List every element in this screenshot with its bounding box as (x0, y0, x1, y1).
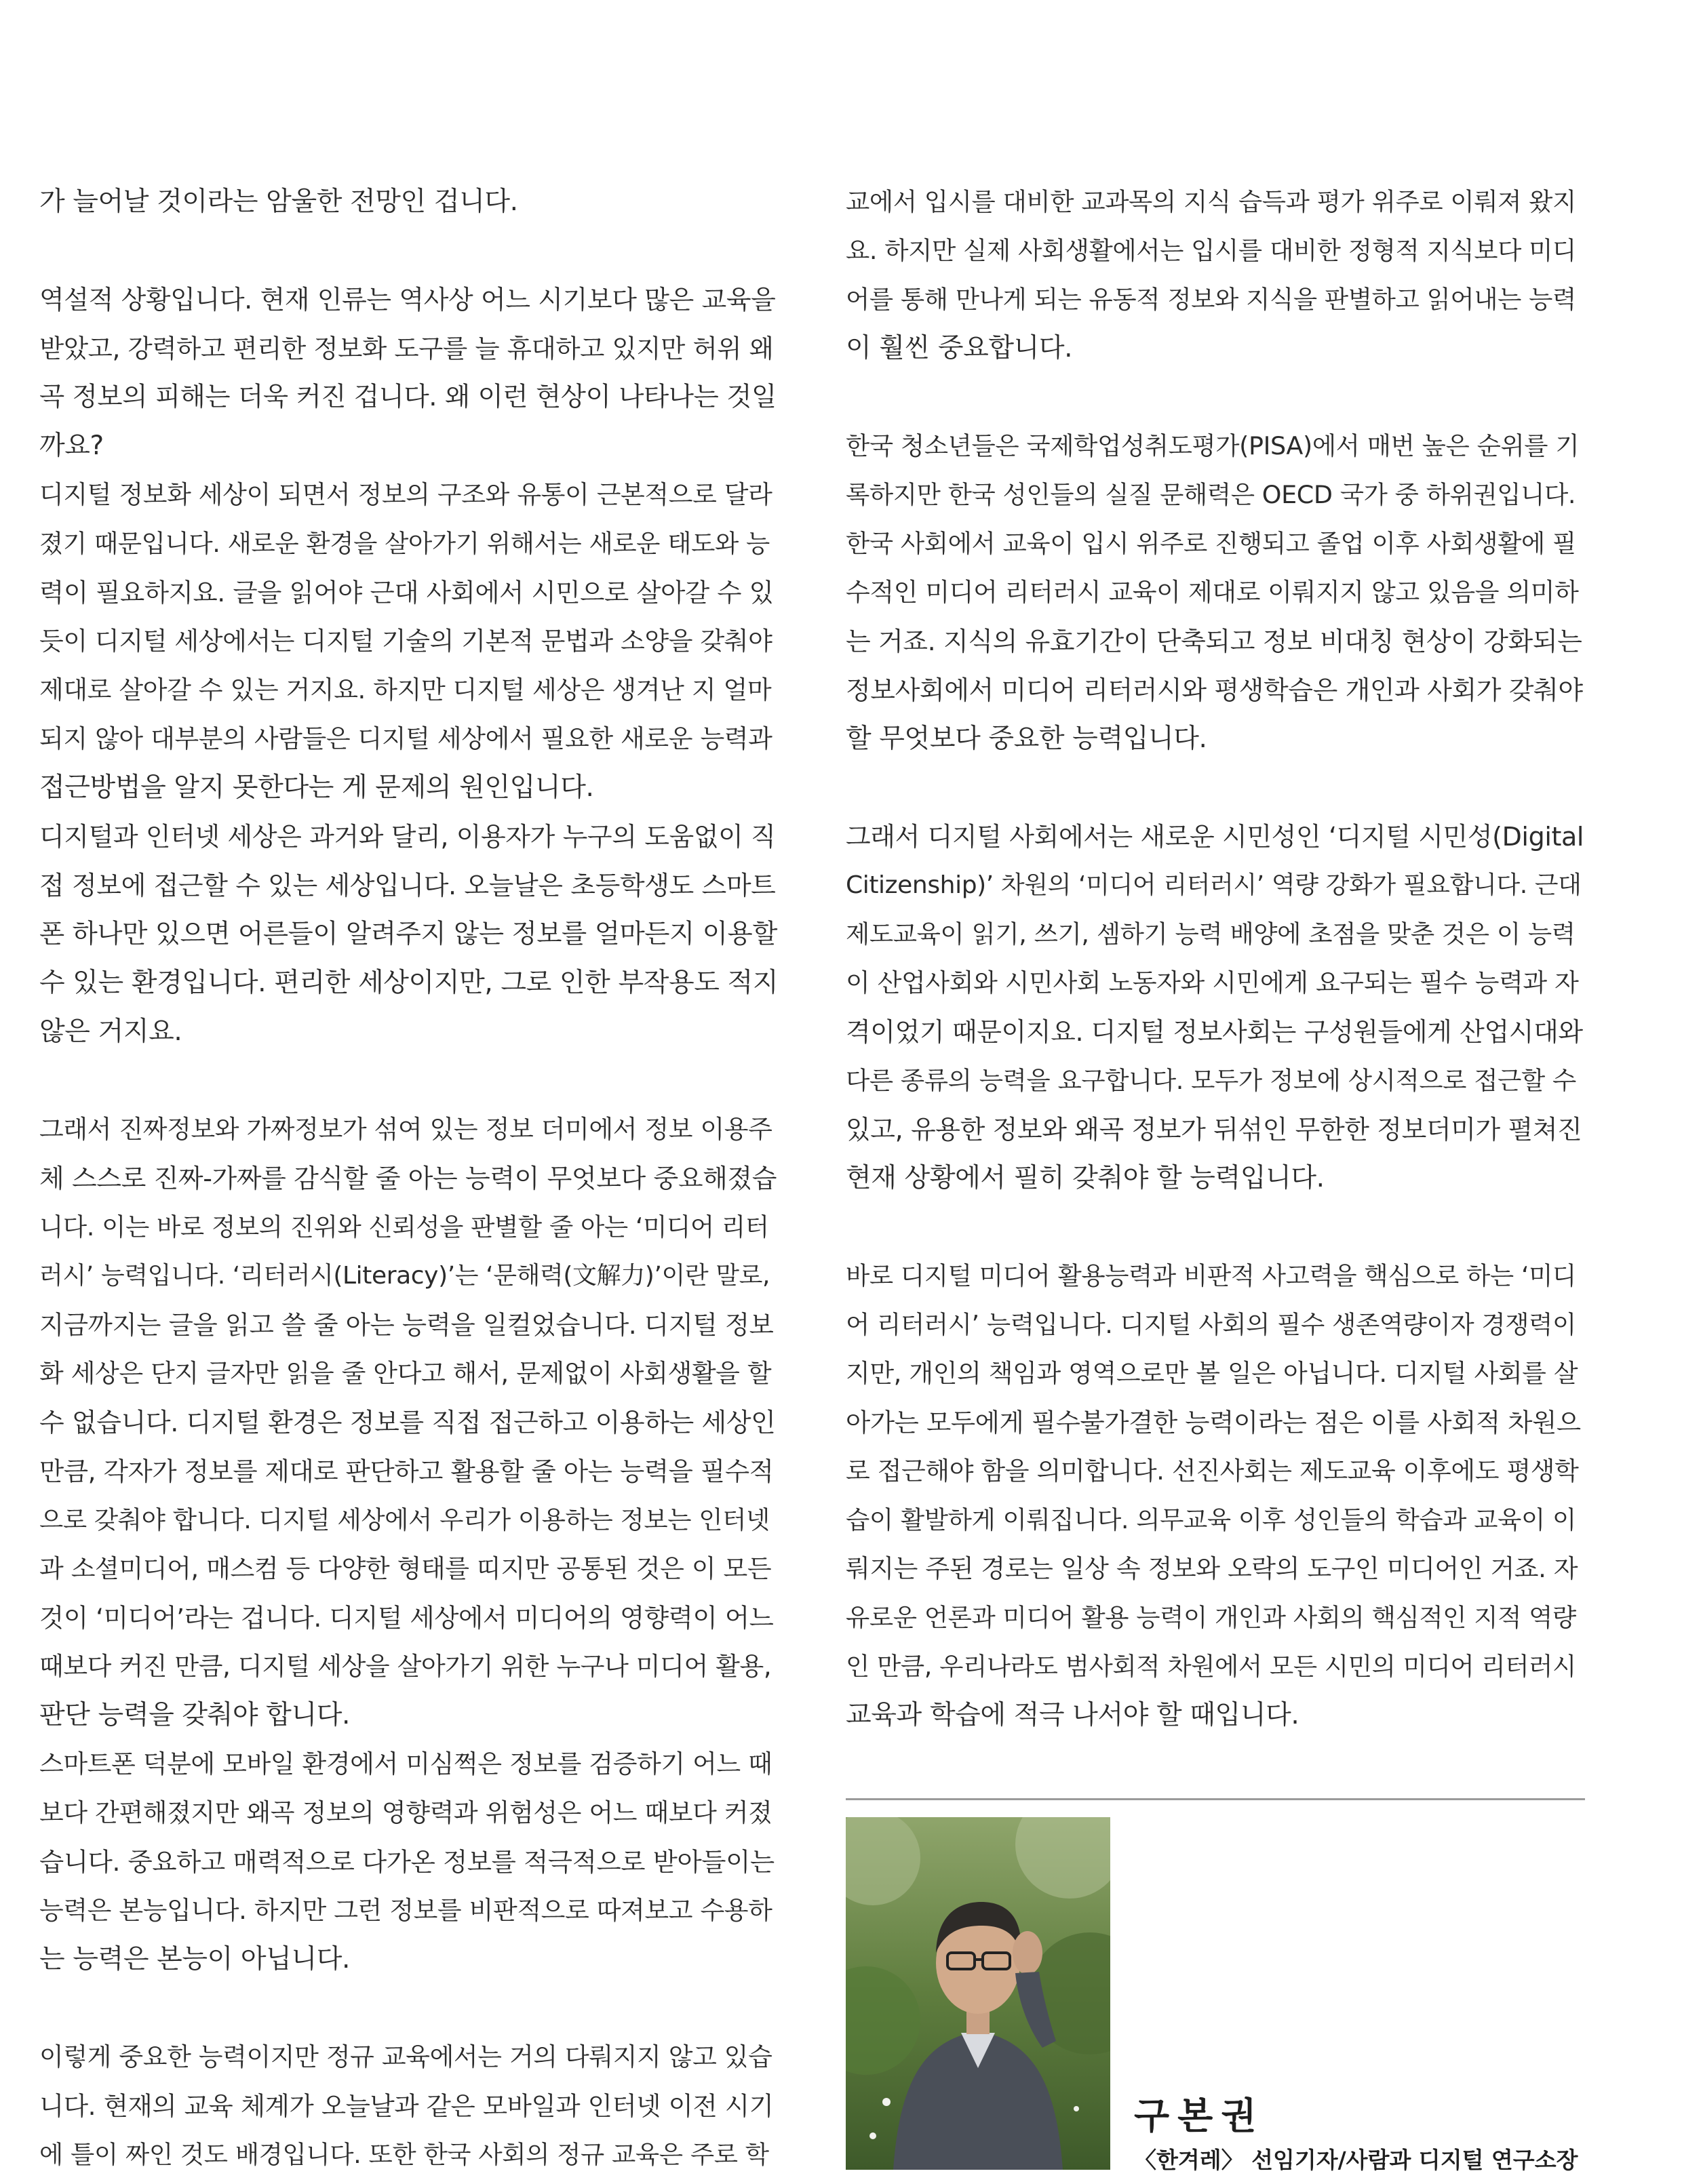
text-line: 과 소셜미디어, 매스컴 등 다양한 형태를 띠지만 공통된 것은 이 모든 (39, 1554, 772, 1583)
author-portrait-image (846, 1817, 1110, 2170)
text-line: 습니다. 중요하고 매력적으로 다가온 정보를 적극적으로 받아들이는 (39, 1847, 775, 1877)
text-line: 역설적 상황입니다. 현재 인류는 역사상 어느 시기보다 많은 교육을 (39, 285, 776, 315)
text-line: 폰 하나만 있으면 어른들이 알려주지 않는 정보를 얼마든지 이용할 (39, 919, 778, 949)
text-line: 디지털과 인터넷 세상은 과거와 달리, 이용자가 누구의 도움없이 직 (39, 822, 776, 852)
text-line: 디지털 정보화 세상이 되면서 정보의 구조와 유통이 근본적으로 달라 (39, 480, 772, 509)
text-line: 할 무엇보다 중요한 능력입니다. (846, 723, 1207, 754)
text-line: 한국 사회에서 교육이 입시 위주로 진행되고 졸업 이후 사회생활에 필 (846, 529, 1576, 558)
author-title: 〈한겨레〉 선임기자/사람과 디지털 연구소장 (1134, 2147, 1578, 2173)
text-line: 어를 통해 만나게 되는 유동적 정보와 지식을 판별하고 읽어내는 능력 (846, 285, 1576, 314)
text-line: 까요? (39, 431, 104, 461)
text-line: 능력은 본능입니다. 하지만 그런 정보를 비판적으로 따져보고 수용하 (39, 1896, 772, 1925)
text-line: 판단 능력을 갖춰야 합니다. (39, 1700, 351, 1730)
text-line: 수적인 미디어 리터러시 교육이 제대로 이뤄지지 않고 있음을 의미하 (846, 578, 1579, 607)
text-line: 보다 간편해졌지만 왜곡 정보의 영향력과 위험성은 어느 때보다 커졌 (39, 1798, 772, 1827)
text-line: 되지 않아 대부분의 사람들은 디지털 세상에서 필요한 새로운 능력과 (39, 724, 772, 753)
text-line: 으로 갖춰야 합니다. 디지털 세상에서 우리가 이용하는 정보는 인터넷 (39, 1505, 770, 1534)
text-line: 졌기 때문입니다. 새로운 환경을 살아가기 위해서는 새로운 태도와 능 (39, 529, 770, 558)
text-line: 니다. 이는 바로 정보의 진위와 신뢰성을 판별할 줄 아는 ‘미디어 리터 (39, 1212, 769, 1242)
text-line: 받았고, 강력하고 편리한 정보화 도구를 늘 휴대하고 있지만 허위 왜 (39, 334, 774, 363)
text-line: 교에서 입시를 대비한 교과목의 지식 습득과 평가 위주로 이뤄져 왔지 (846, 187, 1576, 216)
text-line: 이 훨씬 중요합니다. (846, 333, 1073, 363)
text-line: 있고, 유용한 정보와 왜곡 정보가 뒤섞인 무한한 정보더미가 펼쳐진 (846, 1115, 1582, 1145)
author-photo (846, 1817, 1110, 2170)
text-line: 이 산업사회와 시민사회 노동자와 시민에게 요구되는 필수 능력과 자 (846, 968, 1579, 997)
text-line: 스마트폰 덕분에 모바일 환경에서 미심쩍은 정보를 검증하기 어느 때 (39, 1749, 772, 1779)
text-line: 니다. 현재의 교육 체계가 오늘날과 같은 모바일과 인터넷 이전 시기 (39, 2091, 774, 2121)
author-name: 구본권 (1134, 2094, 1265, 2137)
text-line: 그래서 진짜정보와 가짜정보가 섞여 있는 정보 더미에서 정보 이용주 (39, 1115, 772, 1144)
text-line: 뤄지는 주된 경로는 일상 속 정보와 오락의 도구인 미디어인 거죠. 자 (846, 1554, 1578, 1583)
text-line: 한국 청소년들은 국제학업성취도평가(PISA)에서 매번 높은 순위를 기 (846, 431, 1580, 460)
article-column-right (846, 178, 1585, 1740)
text-line: 습이 활발하게 이뤄집니다. 의무교육 이후 성인들의 학습과 교육이 이 (846, 1505, 1576, 1534)
text-line: 요. 하지만 실제 사회생활에서는 입시를 대비한 정형적 지식보다 미디 (846, 236, 1576, 265)
paragraph-gap (39, 226, 779, 275)
text-line: 에 틀이 짜인 것도 배경입니다. 또한 한국 사회의 정규 교육은 주로 학 (39, 2140, 769, 2169)
text-line: 러시’ 능력입니다. ‘리터러시(Literacy)’는 ‘문해력(文解力)’이란 말로, (39, 1262, 770, 1290)
author-divider (846, 1798, 1585, 1800)
text-line: 이렇게 중요한 능력이지만 정규 교육에서는 거의 다뤄지지 않고 있습 (39, 2042, 772, 2071)
text-line: 교육과 학습에 적극 나서야 할 때입니다. (846, 1700, 1299, 1730)
paragraph-gap (846, 373, 1585, 422)
text-line: 지금까지는 글을 읽고 쓸 줄 아는 능력을 일컬었습니다. 디지털 정보 (39, 1310, 774, 1340)
text-line: 는 능력은 본능이 아닙니다. (39, 1944, 351, 1974)
text-line: 아가는 모두에게 필수불가결한 능력이라는 점은 이를 사회적 차원으 (846, 1408, 1581, 1437)
text-line: 력이 필요하지요. 글을 읽어야 근대 사회에서 시민으로 살아갈 수 있 (39, 578, 774, 608)
text-line: 격이었기 때문이지요. 디지털 정보사회는 구성원들에게 산업시대와 (846, 1017, 1583, 1047)
text-line: 유로운 언론과 미디어 활용 능력이 개인과 사회의 핵심적인 지적 역량 (846, 1603, 1576, 1632)
text-line: 록하지만 한국 성인들의 실질 문해력은 OECD 국가 중 하위권입니다. (846, 480, 1576, 509)
text-line: 로 접근해야 함을 의미합니다. 선진사회는 제도교육 이후에도 평생학 (846, 1456, 1579, 1486)
text-line: 듯이 디지털 세상에서는 디지털 기술의 기본적 문법과 소양을 갖춰야 (39, 627, 772, 656)
paragraph-gap (39, 1984, 779, 2033)
text-line: 다른 종류의 능력을 요구합니다. 모두가 정보에 상시적으로 접근할 수 (846, 1066, 1576, 1095)
article-column-left (39, 178, 779, 2179)
text-line: 않은 거지요. (39, 1016, 182, 1047)
text-line: 만큼, 각자가 정보를 제대로 판단하고 활용할 줄 아는 능력을 필수적 (39, 1456, 774, 1486)
text-line: 는 거죠. 지식의 유효기간이 단축되고 정보 비대칭 현상이 강화되는 (846, 627, 1582, 656)
text-line: 제도교육이 읽기, 쓰기, 셈하기 능력 배양에 초점을 맞춘 것은 이 능력 (846, 919, 1576, 949)
text-line: 접 정보에 접근할 수 있는 세상입니다. 오늘날은 초등학생도 스마트 (39, 871, 776, 900)
text-line: 어 리터러시’ 능력입니다. 디지털 사회의 필수 생존역량이자 경쟁력이 (846, 1310, 1576, 1339)
text-line: 것이 ‘미디어’라는 겁니다. 디지털 세상에서 미디어의 영향력이 어느 (39, 1603, 774, 1633)
text-line: 체 스스로 진짜-가짜를 감식할 줄 아는 능력이 무엇보다 중요해졌습 (39, 1164, 777, 1193)
text-line: 정보사회에서 미디어 리터러시와 평생학습은 개인과 사회가 갖춰야 (846, 675, 1583, 705)
text-line: 지만, 개인의 책임과 영역으로만 볼 일은 아닙니다. 디지털 사회를 살 (846, 1359, 1578, 1388)
paragraph-gap (39, 1056, 779, 1105)
text-line: 그래서 디지털 사회에서는 새로운 시민성인 ‘디지털 시민성(Digital (846, 822, 1584, 852)
text-line: 수 있는 환경입니다. 편리한 세상이지만, 그로 인한 부작용도 적지 (39, 968, 779, 998)
text-line: 바로 디지털 미디어 활용능력과 비판적 사고력을 핵심으로 하는 ‘미디 (846, 1261, 1576, 1290)
paragraph-gap (846, 763, 1585, 812)
text-line: Citizenship)’ 차원의 ‘미디어 리터러시’ 역량 강화가 필요합니다. 근대 (846, 871, 1582, 899)
text-line: 곡 정보의 피해는 더욱 커진 겁니다. 왜 이런 현상이 나타나는 것일 (39, 382, 777, 412)
text-line: 화 세상은 단지 글자만 읽을 줄 안다고 해서, 문제없이 사회생활을 할 (39, 1359, 772, 1388)
text-line: 가 늘어날 것이라는 암울한 전망인 겁니다. (39, 186, 518, 217)
text-line: 접근방법을 알지 못한다는 게 문제의 원인입니다. (39, 772, 594, 803)
text-line: 인 만큼, 우리나라도 범사회적 차원에서 모든 시민의 미디어 리터러시 (846, 1652, 1576, 1681)
text-line: 제대로 살아갈 수 있는 거지요. 하지만 디지털 세상은 생겨난 지 얼마 (39, 675, 772, 704)
text-line: 때보다 커진 만큼, 디지털 세상을 살아가기 위한 누구나 미디어 활용, (39, 1652, 772, 1681)
text-line: 현재 상황에서 필히 갖춰야 할 능력입니다. (846, 1163, 1325, 1193)
text-line: 수 없습니다. 디지털 환경은 정보를 직접 접근하고 이용하는 세상인 (39, 1408, 776, 1437)
paragraph-gap (846, 1203, 1585, 1252)
